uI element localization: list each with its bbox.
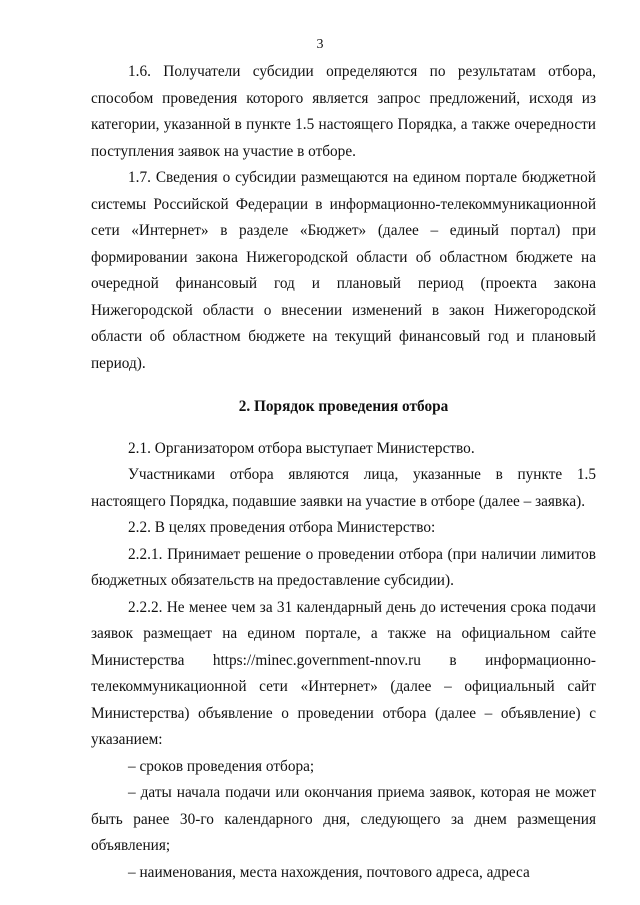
paragraph-2-2: 2.2. В целях проведения отбора Министерство: bbox=[128, 519, 436, 536]
page-number: 3 bbox=[316, 37, 324, 52]
paragraph-2-2-1: 2.2.1. Принимает решение о проведении отбора (при наличии лимитов бюджетных обязательств на предоставление субсидии). bbox=[91, 545, 596, 589]
document-body bbox=[91, 59, 596, 886]
section-heading: 2. Порядок проведения отбора bbox=[238, 398, 449, 415]
paragraph-2-2-2: 2.2.2. Не менее чем за 31 календарный день до истечения срока подачи заявок размещает на едином портале, а также на официальном сайте Министерства https://minec.government-nnov.ru в информационно-телекоммуникационной сети «Интернет» (далее – официальный сайт Министерства) объявление о проведении отбора (далее – объявление) с указанием: bbox=[91, 598, 596, 748]
list-item-names: – наименования, места нахождения, почтового адреса, адреса bbox=[128, 863, 530, 881]
list-item-terms: – сроков проведения отбора; bbox=[128, 757, 315, 775]
paragraph-2-1: 2.1. Организатором отбора выступает Министерство. bbox=[128, 439, 475, 457]
paragraph-1-7: 1.7. Сведения о субсидии размещаются на едином портале бюджетной системы Российской Федерации в информационно-телекоммуникационной сети «Интернет» в разделе «Бюджет» (далее – единый портал) при формировании закона Нижегородской области об областном бюджете на очередной финансовый год и плановый период (проекта закона Нижегородской области о внесении изменений в закон Нижегородской области об областном бюджете на текущий финансовый год и плановый период). bbox=[91, 169, 596, 372]
list-item-dates: – даты начала подачи или окончания приема заявок, которая не может быть ранее 30-го календарного дня, следующего за днем размещения объявления; bbox=[91, 784, 596, 854]
paragraph-participants: Участниками отбора являются лица, указанные в пункте 1.5 настоящего Порядка, подавшие заявки на участие в отборе (далее – заявка). bbox=[91, 466, 596, 510]
paragraph-1-6: 1.6. Получатели субсидии определяются по результатам отбора, способом проведения которого является запрос предложений, исходя из категории, указанной в пункте 1.5 настоящего Порядка, а также очередности поступления заявок на участие в отборе. bbox=[91, 63, 596, 160]
